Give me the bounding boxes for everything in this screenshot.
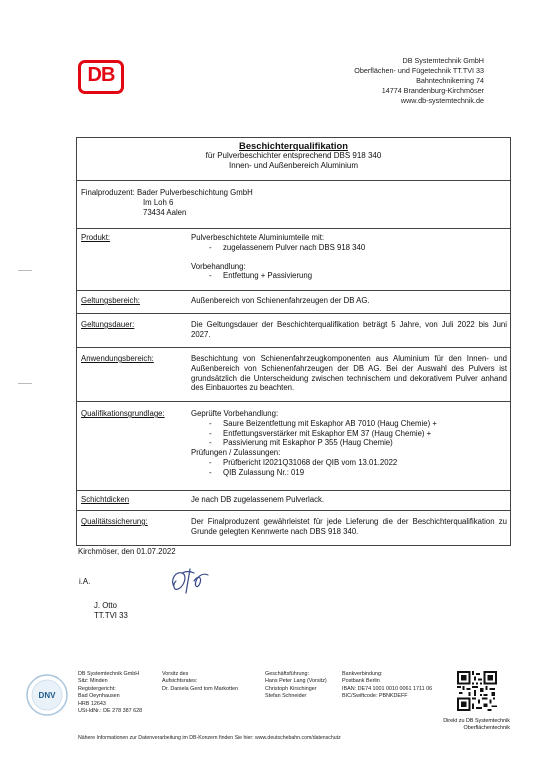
qualifikation-bullet: Prüfbericht I2021Q31068 der QIB vom 13.01.2022 [223,457,398,467]
footer-line: Stefan Schneider [265,693,307,700]
seal-text: DNV [38,691,56,700]
produkt-line: Pulverbeschichtete Aluminiumteile mit: [191,233,325,242]
qr-caption [443,718,510,732]
divider [77,490,510,491]
producer-street: Im Loh 6 [143,198,174,207]
footer-line: Registergericht: [78,685,116,692]
privacy-note: Nähere Informationen zur Datenverarbeitung im DB-Konzern finden Sie hier: www.deutschebahn.com/datenschutz [78,735,341,741]
qualifikation-bullet: Saure Beizentfettung mit Eskaphor AB 7010 (Haug Chemie) + [223,418,437,428]
dnv-certification-seal [25,673,69,717]
db-logo-text: DB [87,64,115,86]
divider [77,313,510,314]
footer-line: Christoph Kirschinger [265,685,317,692]
qr-caption-line: Direkt zu DB Systemtechnik [443,718,510,724]
footer-line: Sitz: Minden [78,678,108,685]
produkt-label: Produkt: [81,233,111,242]
qualifikation-bullet: QIB Zulassung Nr.: 019 [223,467,305,477]
footer-bank [342,671,432,701]
title-block [77,140,510,171]
geltungsbereich-label: Geltungsbereich: [81,296,140,305]
producer-block [81,188,253,218]
doc-subtitle: für Pulverbeschichter entsprechend DBS 918 340 [205,151,382,160]
geltungsdauer-value: Die Geltungsdauer der Beschichterqualifikation beträgt 5 Jahre, von Juli 2022 bis Juni 2027. [191,320,507,339]
sender-address [354,56,484,106]
fold-mark [18,383,32,384]
footer-line: DB Systemtechnik GmbH [78,671,140,677]
footer-line: Bad Oeynhausen [78,693,120,700]
footer-line: Vorsitz des [162,671,189,677]
anwendungsbereich-label: Anwendungsbereich: [81,354,154,363]
sender-line: Oberflächen- und Fügetechnik TT.TVI 33 [354,66,484,75]
divider [77,347,510,348]
qualifikation-line: Prüfungen / Zulassungen: [191,448,281,458]
footer-management [265,671,327,701]
db-logo [78,60,124,94]
qualifikation-label: Qualifikationsgrundlage: [81,409,165,418]
sender-line: DB Systemtechnik GmbH [402,56,484,65]
producer-city: 73434 Aalen [143,208,187,217]
place-date: Kirchmöser, den 01.07.2022 [78,547,176,556]
produkt-bullet: Entfettung + Passivierung [223,271,313,281]
produkt-value: Pulverbeschichtete Aluminiumteile mit: - zugelassenem Pulver nach DBS 918 340 Vorbehandlung: - Entfettung + Passivierung [191,233,507,281]
footer-line: Postbank Berlin [342,678,380,685]
qualifikation-bullet: Entfettungsverstärker mit Eskaphor EM 37 (Haug Chemie) + [223,428,432,438]
footer-line: HRB 12643 [78,700,106,707]
schichtdicken-label: Schichtdicken [81,495,130,504]
signatory-dept: TT.TVI 33 [94,610,128,620]
footer-line: Aufsichtsrates: [162,678,198,685]
qualification-table [76,137,511,546]
footer-line: Bankverbindung: [342,671,383,677]
anwendungsbereich-value: Beschichtung von Schienenfahrzeugkomponenten aus Aluminium für den Innen- und Außenbereich von Schienenfahrzeugen der DB AG. Bei der Auswahl des Pulvers ist grundsätzlich die Unterscheidung zwischen technischem und dekorativem Pulver anhand des Einbauortes zu beachten. [191,354,507,393]
divider [77,401,510,402]
geltungsbereich-value: Außenbereich von Schienenfahrzeugen der DB AG. [191,296,370,305]
producer-name: Bader Pulverbeschichtung GmbH [137,188,253,197]
footer-line: Hans Peter Lang (Vorsitz) [265,678,327,685]
doc-subtitle: Innen- und Außenbereich Aluminium [229,161,358,170]
producer-label: Finalproduzent: [81,188,135,197]
qr-code[interactable] [457,671,497,711]
footer-line: Geschäftsführung: [265,671,310,677]
signatory [94,601,128,620]
footer-line: BIC/Swiftcode: PBNKDEFF [342,693,408,700]
sender-line: 14774 Brandenburg-Kirchmöser [381,86,484,95]
doc-title: Beschichterqualifikation [239,140,348,151]
footer-line: IBAN: DE74 1001 0010 0061 1711 06 [342,685,433,692]
signature-image [168,567,214,599]
qualifikation-bullet: Passivierung mit Eskaphor P 355 (Haug Chemie) [223,438,393,448]
fold-mark [18,270,32,271]
ia-label: i.A. [79,577,91,586]
qualifikation-value: Geprüfte Vorbehandlung: - Saure Beizentfettung mit Eskaphor AB 7010 (Haug Chemie) + - Entfettungsverstärker mit Eskaphor EM 37 (Haug Chemie) + - Passivierung mit Eskaphor P 355 (Haug Chemie) Prüfungen / Zulassungen: - Prüfbericht I2021Q31068 der QIB vom 13.01.2022 - QIB Zulassung Nr.: 019 [191,409,507,478]
footer-line: USt-IdNr.: DE 278 387 628 [78,708,143,715]
sender-line: www.db-systemtechnik.de [400,96,484,105]
footer-company [78,671,142,715]
footer-line: Dr. Daniela Gerd tom Markotten [162,685,239,692]
qualifikation-line: Geprüfte Vorbehandlung: [191,409,279,418]
footer-supervisory-board [162,671,238,693]
sicherung-label: Qualitätssicherung: [81,517,148,526]
divider [77,290,510,291]
produkt-bullet: zugelassenem Pulver nach DBS 918 340 [223,242,366,252]
divider [77,510,510,511]
qr-caption-line: Oberflächentechnik [463,725,510,731]
produkt-line: Vorbehandlung: [191,261,246,271]
sicherung-value: Der Finalproduzent gewährleistet für jede Lieferung die der Beschichterqualifikation zu Grunde gelegten Kennwerte nach DBS 918 340. [191,517,507,536]
schichtdicken-value: Je nach DB zugelassenem Pulverlack. [191,495,325,504]
divider [77,228,510,229]
sender-line: Bahntechnikerring 74 [416,76,484,85]
signatory-name: J. Otto [94,601,117,610]
geltungsdauer-label: Geltungsdauer: [81,320,135,329]
divider [77,180,510,181]
